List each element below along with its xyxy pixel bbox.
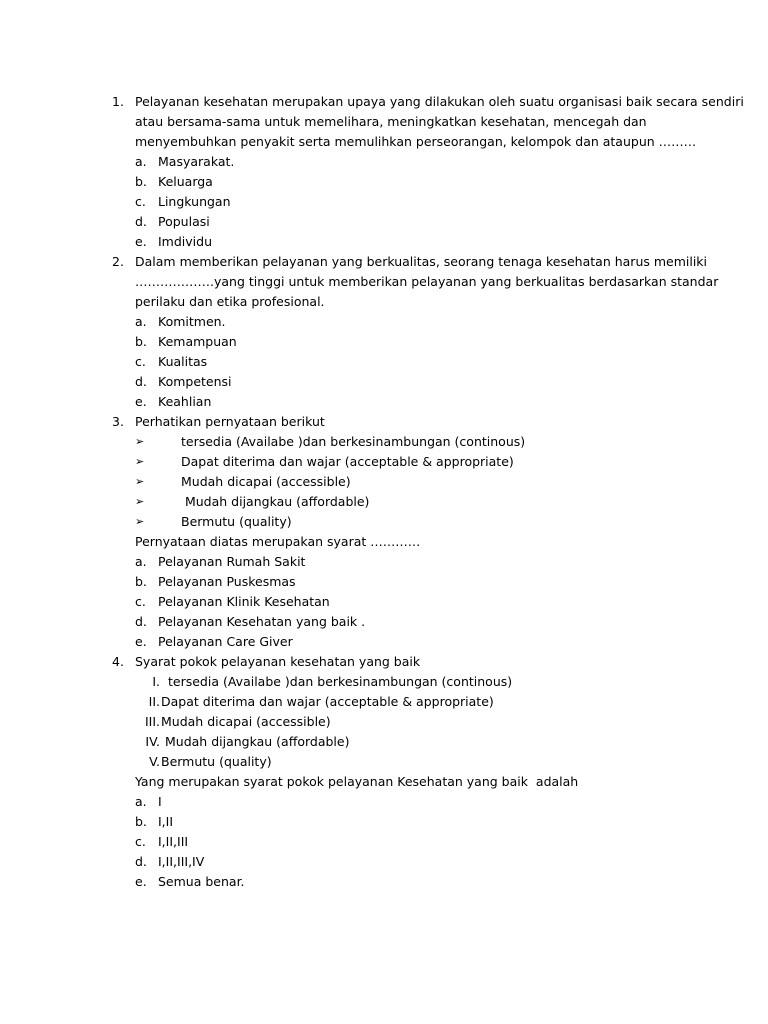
option-4c (0, 832, 768, 852)
statement-text: Mudah dijangkau (affordable) (181, 494, 370, 509)
question-text: Perhatikan pernyataan berikut (135, 414, 325, 429)
statement-item (0, 492, 768, 512)
option-3e (0, 632, 768, 652)
question-2-line-1 (0, 252, 768, 272)
statement-item (0, 432, 768, 452)
statement-text: tersedia (Availabe )dan berkesinambungan (continous) (181, 434, 526, 449)
option-letter: c. (135, 194, 146, 209)
statement-text: Mudah dicapai (accessible) (181, 474, 351, 489)
option-text: I (158, 794, 162, 809)
option-text: Pelayanan Klinik Kesehatan (158, 594, 330, 609)
option-letter: a. (135, 154, 147, 169)
option-letter: d. (135, 854, 147, 869)
question-text: perilaku dan etika profesional. (135, 294, 325, 309)
option-text: Masyarakat. (158, 154, 235, 169)
option-1d (0, 212, 768, 232)
option-text: I,II,III (158, 834, 189, 849)
option-letter: a. (135, 794, 147, 809)
option-2a (0, 312, 768, 332)
question-number: 2. (112, 254, 124, 269)
arrow-bullet-icon: ➢ (135, 455, 145, 468)
option-letter: e. (135, 874, 147, 889)
roman-numeral: IV. (145, 734, 160, 749)
roman-numeral: V. (149, 754, 160, 769)
option-letter: e. (135, 394, 147, 409)
statement-item (0, 512, 768, 532)
roman-item-text: Mudah dicapai (accessible) (161, 714, 331, 729)
statement-text: Bermutu (quality) (181, 514, 292, 529)
arrow-bullet-icon: ➢ (135, 475, 145, 488)
option-letter: b. (135, 574, 147, 589)
roman-item (0, 672, 768, 692)
option-1a (0, 152, 768, 172)
option-letter: b. (135, 814, 147, 829)
question-2-line-3 (0, 292, 768, 312)
option-3c (0, 592, 768, 612)
roman-item (0, 712, 768, 732)
question-text: atau bersama-sama untuk memelihara, meningkatkan kesehatan, mencegah dan (135, 114, 647, 129)
option-letter: c. (135, 354, 146, 369)
question-prompt: Yang merupakan syarat pokok pelayanan Kesehatan yang baik adalah (135, 774, 579, 789)
question-list (0, 92, 768, 892)
option-text: Pelayanan Rumah Sakit (158, 554, 306, 569)
roman-item-text: tersedia (Availabe )dan berkesinambungan (continous) (168, 674, 513, 689)
question-number: 1. (112, 94, 124, 109)
option-text: Pelayanan Kesehatan yang baik . (158, 614, 366, 629)
option-text: Kualitas (158, 354, 208, 369)
option-letter: a. (135, 314, 147, 329)
roman-item-text: Mudah dijangkau (affordable) (165, 734, 350, 749)
option-letter: b. (135, 334, 147, 349)
option-letter: e. (135, 234, 147, 249)
roman-item-text: Bermutu (quality) (161, 754, 272, 769)
option-letter: b. (135, 174, 147, 189)
question-text: Dalam memberikan pelayanan yang berkualitas, seorang tenaga kesehatan harus memiliki (135, 254, 708, 269)
option-text: Imdividu (158, 234, 212, 249)
question-number: 4. (112, 654, 124, 669)
option-text: I,II (158, 814, 174, 829)
question-prompt: Pernyataan diatas merupakan syarat ………… (135, 534, 421, 549)
question-3-prompt (0, 532, 768, 552)
option-text: I,II,III,IV (158, 854, 205, 869)
roman-numeral: III. (144, 714, 160, 729)
question-2-line-2 (0, 272, 768, 292)
roman-numeral: II. (148, 694, 160, 709)
option-1b (0, 172, 768, 192)
option-text: Lingkungan (158, 194, 231, 209)
question-3-line-1 (0, 412, 768, 432)
roman-item (0, 752, 768, 772)
option-text: Pelayanan Puskesmas (158, 574, 296, 589)
roman-item (0, 732, 768, 752)
option-4e (0, 872, 768, 892)
question-number: 3. (112, 414, 124, 429)
roman-numeral: I. (152, 674, 160, 689)
option-1e (0, 232, 768, 252)
option-letter: e. (135, 634, 147, 649)
roman-item-text: Dapat diterima dan wajar (acceptable & appropriate) (161, 694, 494, 709)
question-1-line-2 (0, 112, 768, 132)
statement-item (0, 452, 768, 472)
option-4b (0, 812, 768, 832)
option-letter: a. (135, 554, 147, 569)
question-4-line-1 (0, 652, 768, 672)
option-3a (0, 552, 768, 572)
arrow-bullet-icon: ➢ (135, 515, 145, 528)
option-text: Keahlian (158, 394, 212, 409)
question-1-line-3 (0, 132, 768, 152)
option-2b (0, 332, 768, 352)
question-text: Pelayanan kesehatan merupakan upaya yang dilakukan oleh suatu organisasi baik secara sendiri (135, 94, 744, 109)
statement-item (0, 472, 768, 492)
question-text: menyembuhkan penyakit serta memulihkan perseorangan, kelompok dan ataupun ……… (135, 134, 697, 149)
option-2c (0, 352, 768, 372)
statement-text: Dapat diterima dan wajar (acceptable & appropriate) (181, 454, 514, 469)
question-text: ……………….yang tinggi untuk memberikan pelayanan yang berkualitas berdasarkan standar (135, 274, 719, 289)
option-3b (0, 572, 768, 592)
option-text: Komitmen. (158, 314, 226, 329)
option-text: Populasi (158, 214, 210, 229)
option-text: Keluarga (158, 174, 213, 189)
option-2e (0, 392, 768, 412)
question-text: Syarat pokok pelayanan kesehatan yang baik (135, 654, 421, 669)
option-letter: d. (135, 614, 147, 629)
option-3d (0, 612, 768, 632)
option-text: Pelayanan Care Giver (158, 634, 293, 649)
option-1c (0, 192, 768, 212)
option-letter: d. (135, 374, 147, 389)
option-text: Kompetensi (158, 374, 232, 389)
question-4-prompt (0, 772, 768, 792)
option-4a (0, 792, 768, 812)
option-letter: c. (135, 594, 146, 609)
option-letter: d. (135, 214, 147, 229)
roman-item (0, 692, 768, 712)
option-2d (0, 372, 768, 392)
arrow-bullet-icon: ➢ (135, 495, 145, 508)
option-text: Semua benar. (158, 874, 245, 889)
arrow-bullet-icon: ➢ (135, 435, 145, 448)
question-1-line-1 (0, 92, 768, 112)
option-text: Kemampuan (158, 334, 237, 349)
option-4d (0, 852, 768, 872)
option-letter: c. (135, 834, 146, 849)
